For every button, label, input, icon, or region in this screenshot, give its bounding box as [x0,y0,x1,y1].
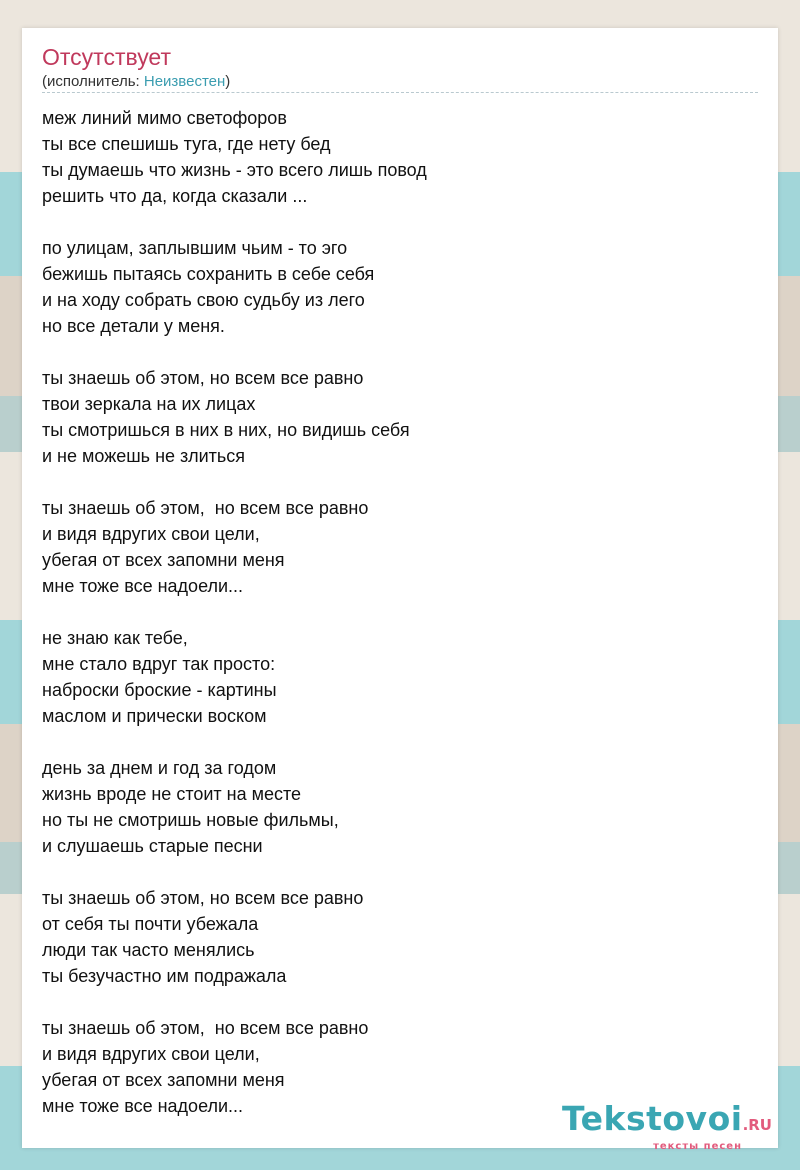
lyric-line: мне стало вдруг так просто: [42,654,276,674]
lyric-line: день за днем и год за годом [42,758,277,778]
lyric-line: но все детали у меня. [42,316,225,336]
lyric-line: от себя ты почти убежала [42,914,259,934]
lyric-line: по улицам, заплывшим чьим - то эго [42,238,348,258]
stanza [42,625,758,729]
artist-prefix: (исполнитель: [42,73,144,90]
lyric-line: ты думаешь что жизнь - это всего лишь повод [42,160,427,180]
logo-tagline: тексты песен [653,1141,742,1152]
song-title: Отсутствует [42,44,171,70]
lyric-line: ты смотришься в них в них, но видишь себя [42,420,410,440]
artist-suffix: ) [225,73,231,90]
lyric-line: ты знаешь об этом, но всем все равно [42,498,369,518]
lyric-line: твои зеркала на их лицах [42,394,256,414]
lyric-line: ты знаешь об этом, но всем все равно [42,888,364,908]
lyric-line: ты все спешишь туга, где нету бед [42,134,331,154]
lyric-line: ты знаешь об этом, но всем все равно [42,368,364,388]
lyrics-text [42,105,758,1145]
artist-link[interactable]: Неизвестен [143,73,226,90]
lyric-line: и слушаешь старые песни [42,836,263,856]
lyric-line: ты знаешь об этом, но всем все равно [42,1018,369,1038]
lyric-line: и видя вдругих свои цели, [42,1044,260,1064]
logo-wordmark: Tekstovoi [562,1099,743,1138]
lyric-line: люди так часто менялись [42,940,255,960]
stanza [42,105,758,209]
site-logo[interactable] [562,1099,772,1152]
divider [42,92,758,93]
lyric-line: и видя вдругих свои цели, [42,524,260,544]
artist-line [42,73,230,91]
lyric-line: убегая от всех запомни меня [42,1070,285,1090]
lyric-line: ты безучастно им подражала [42,966,287,986]
lyric-line: наброски броские - картины [42,680,277,700]
lyric-line: решить что да, когда сказали ... [42,186,308,206]
lyric-line: меж линий мимо светофоров [42,108,287,128]
stanza [42,495,758,599]
lyrics-card [22,28,778,1148]
lyric-line: мне тоже все надоели... [42,1096,244,1116]
stanza [42,755,758,859]
lyric-line: бежишь пытаясь сохранить в себе себя [42,264,375,284]
lyric-line: маслом и прически воском [42,706,267,726]
stanza [42,365,758,469]
stanza [42,235,758,339]
lyric-line: и на ходу собрать свою судьбу из лего [42,290,365,310]
lyric-line: и не можешь не злиться [42,446,245,466]
logo-tld: .RU [742,1116,772,1134]
lyric-line: не знаю как тебе, [42,628,188,648]
lyric-line: убегая от всех запомни меня [42,550,285,570]
lyric-line: мне тоже все надоели... [42,576,244,596]
lyric-line: но ты не смотришь новые фильмы, [42,810,339,830]
lyric-line: жизнь вроде не стоит на месте [42,784,302,804]
stanza [42,885,758,989]
